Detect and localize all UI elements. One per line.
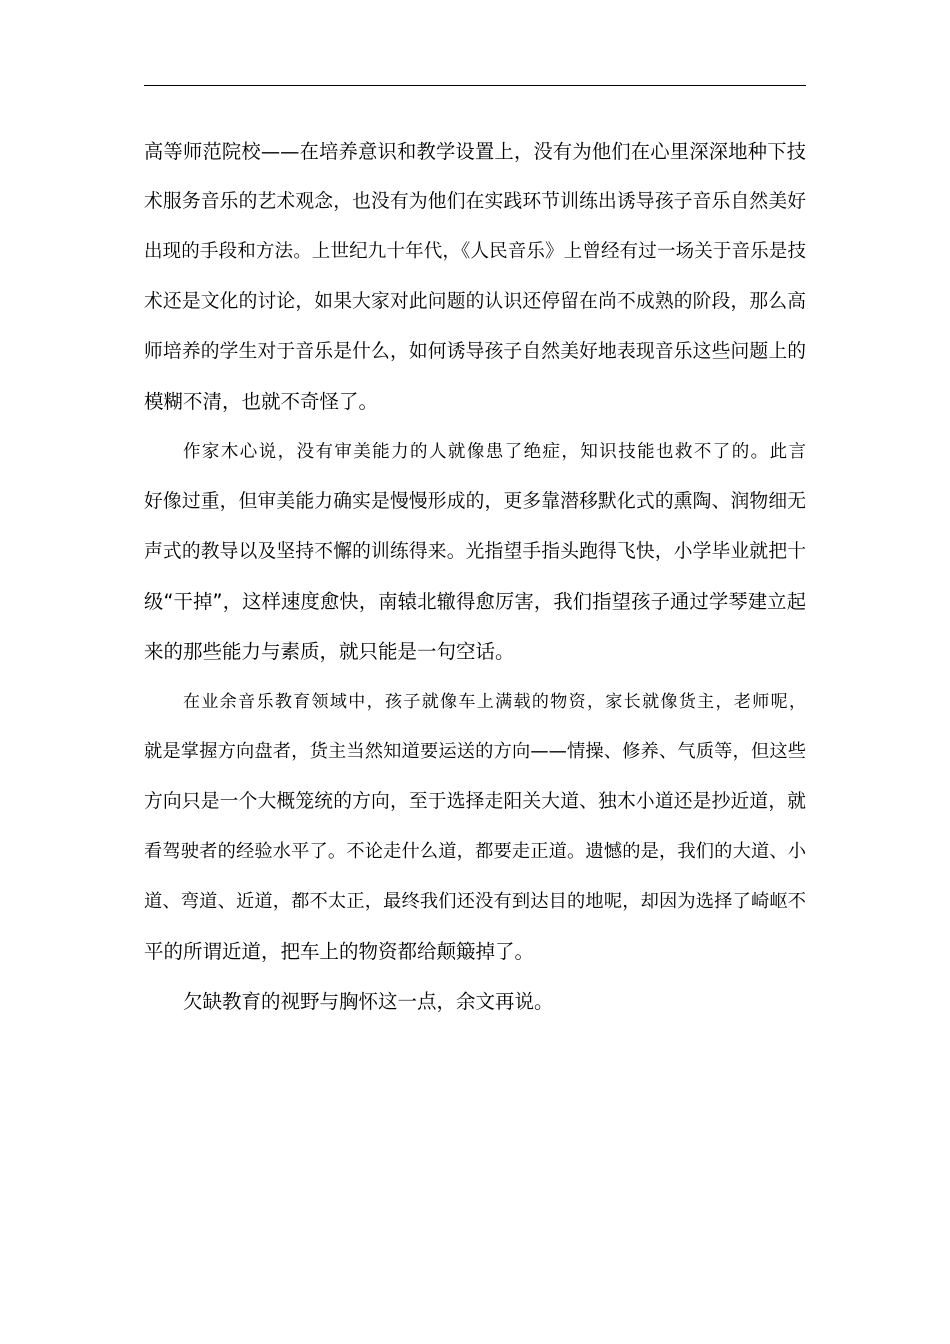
body-text <box>144 135 806 1035</box>
text-line: 方向只是一个大概笼统的方向，至于选择走阳关大道、独木小道还是抄近道，就 <box>144 791 806 812</box>
text-line: 道、弯道、近道，都不太正，最终我们还没有到达目的地呢，却因为选择了崎岖不 <box>144 891 806 912</box>
text-line: 好像过重，但审美能力确实是慢慢形成的，更多靠潜移默化式的熏陶、润物细无 <box>144 491 806 512</box>
text-line: 平的所谓近道，把车上的物资都给颠簸掉了。 <box>144 940 535 963</box>
paragraph <box>144 435 806 685</box>
text-line: 声式的教导以及坚持不懈的训练得来。光指望手指头跑得飞快，小学毕业就把十 <box>144 541 806 562</box>
text-line: 术服务音乐的艺术观念，也没有为他们在实践环节训练出诱导孩子音乐自然美好 <box>144 191 806 212</box>
text-line: 术还是文化的讨论，如果大家对此问题的认识还停留在尚不成熟的阶段，那么高 <box>144 291 806 312</box>
text-line: 师培养的学生对于音乐是什么，如何诱导孩子自然美好地表现音乐这些问题上的 <box>144 341 806 362</box>
text-line: 来的那些能力与素质，就只能是一句空话。 <box>144 640 515 663</box>
text-line: 欠缺教育的视野与胸怀这一点，余文再说。 <box>183 990 554 1013</box>
paragraph <box>144 685 806 985</box>
paragraph <box>144 985 806 1035</box>
paragraph <box>144 135 806 435</box>
text-line: 就是掌握方向盘者，货主当然知道要运送的方向——情操、修养、气质等，但这些 <box>144 741 806 762</box>
text-line: 高等师范院校——在培养意识和教学设置上，没有为他们在心里深深地种下技 <box>144 140 806 163</box>
text-line: 在业余音乐教育领域中，孩子就像车上满载的物资，家长就像货主，老师呢， <box>183 692 806 712</box>
text-line: 级“干掉”，这样速度愈快，南辕北辙得愈厉害，我们指望孩子通过学琴建立起 <box>144 590 806 613</box>
text-line: 模糊不清，也就不奇怪了。 <box>144 390 379 413</box>
header-rule <box>144 85 806 86</box>
text-line: 作家木心说，没有审美能力的人就像患了绝症，知识技能也救不了的。此言 <box>183 442 806 462</box>
text-line: 出现的手段和方法。上世纪九十年代，《人民音乐》上曾经有过一场关于音乐是技 <box>144 241 806 262</box>
text-line: 看驾驶者的经验水平了。不论走什么道，都要走正道。遗憾的是，我们的大道、小 <box>144 841 806 862</box>
